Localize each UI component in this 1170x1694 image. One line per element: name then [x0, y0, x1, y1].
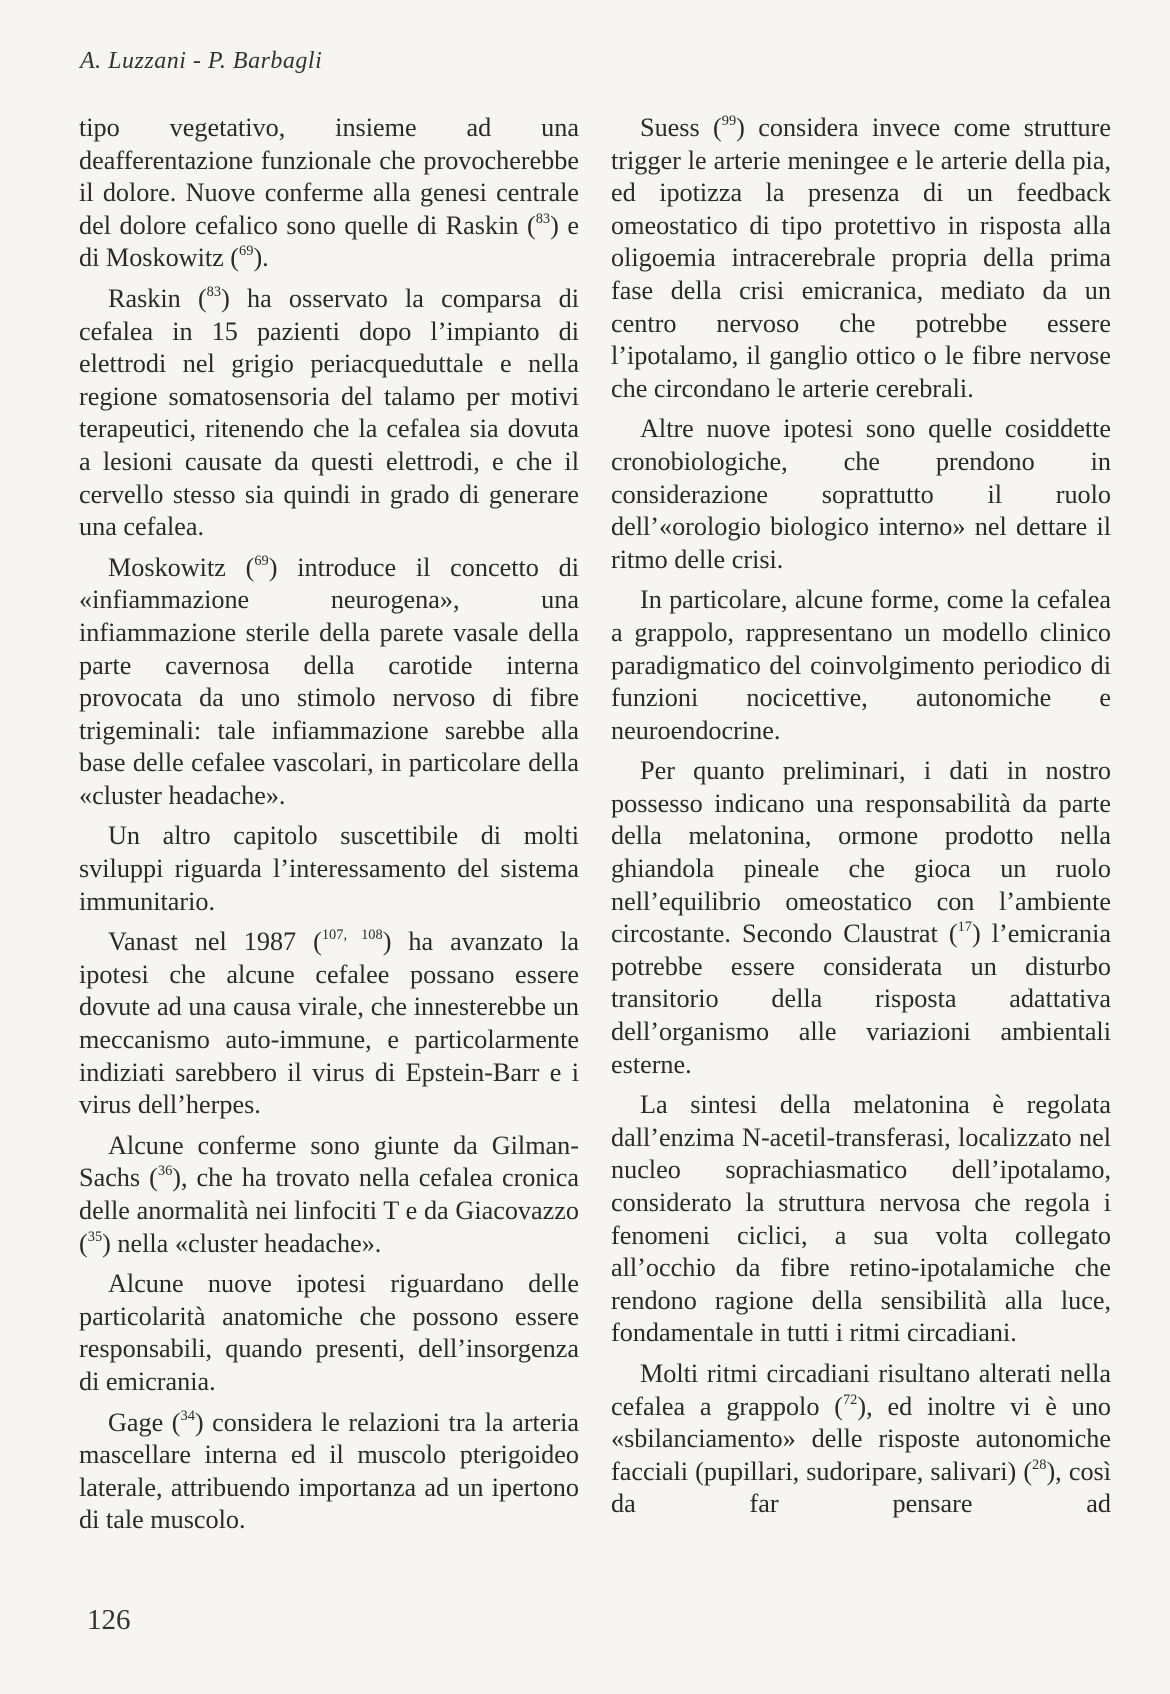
paragraph-text: tipo vegetativo, insieme ad una deafferentazione funzionale che provocherebbe il dolore. Nuove conferme alla genesi centrale del dolore cefalico sono quelle di Raskin (	[79, 113, 579, 240]
paragraph-text: ) introduce il concetto di «infiammazione neurogena», una infiammazione sterile della parete vasale della parte cavernosa della carotide interna provocata da uno stimolo nervoso di fibre trigeminali: tale infiammazione sarebbe alla base delle cefalee vascolari, in particolare della «cluster headache».	[79, 552, 579, 810]
paragraph	[611, 1089, 1111, 1350]
paragraph	[611, 755, 1111, 1081]
paragraph-text: Raskin (	[108, 283, 207, 313]
paragraph-text: ) e di Moskowitz (	[79, 210, 579, 273]
paragraph-text: ), ed inoltre vi è uno «sbilanciamento» delle risposte autonomiche facciali (pupillari, sudoripare, salivari) (	[611, 1391, 1112, 1486]
paragraph	[611, 112, 1111, 405]
paragraph	[79, 283, 579, 544]
citation-superscript: 107, 108	[321, 927, 383, 944]
left-text-column	[79, 112, 579, 1545]
paragraph-text: Vanast nel 1987 (	[108, 927, 322, 957]
citation-superscript: 28	[1032, 1456, 1047, 1473]
paragraph-text: ) ha osservato la comparsa di cefalea in 15 pazienti dopo l’impianto di elettrodi nel grigio periacqueduttale e nella regione somatosensoria del talamo per motivi terapeutici, ritenendo che la cefalea sia dovuta a lesioni causate da questi elettrodi, e che il cervello stesso sia quindi in grado di generare una cefalea.	[79, 283, 580, 542]
paragraph-text: Suess (	[640, 113, 722, 142]
citation-superscript: 34	[180, 1407, 195, 1424]
paragraph-text: Altre nuove ipotesi sono quelle cosiddette cronobiologiche, che prendono in considerazione soprattutto il ruolo dell’«orologio biologico interno» nel dettare il ritmo delle crisi.	[611, 414, 1111, 574]
citation-superscript: 69	[239, 243, 254, 260]
citation-superscript: 83	[535, 210, 551, 227]
running-head: A. Luzzani - P. Barbagli	[80, 48, 323, 74]
paragraph	[79, 1268, 579, 1398]
paragraph	[79, 112, 579, 275]
citation-superscript: 72	[842, 1391, 858, 1408]
paragraph-text: ) considera invece come strutture trigger le arterie meningee e le arterie della pia, ed ipotizza la presenza di un feedback omeostatico di tipo protettivo in risposta alla oligoemia intracerebrale propria della prima fase della crisi emicranica, mediato da un centro nervoso che potrebbe essere l’ipotalamo, il ganglio ottico o le fibre nervose che circondano le arterie cerebrali.	[611, 113, 1111, 403]
paragraph	[611, 413, 1111, 576]
paragraph-text: ).	[253, 243, 269, 273]
paragraph-text: Moskowitz (	[108, 552, 255, 582]
paragraph	[611, 1358, 1111, 1521]
paragraph	[79, 1407, 579, 1537]
paragraph	[79, 820, 579, 918]
paragraph	[79, 552, 579, 813]
right-text-column	[611, 112, 1111, 1529]
citation-superscript: 35	[87, 1228, 103, 1245]
paragraph-text: Molti ritmi circadiani risultano alterati nella cefalea a grappolo (	[611, 1358, 1111, 1421]
paragraph-text: ) ha avanzato la ipotesi che alcune cefalee possano essere dovute ad una causa virale, che innesterebbe un meccanismo auto-immune, e particolarmente indiziati sarebbero il virus di Epstein-Barr e i virus dell’herpes.	[79, 927, 580, 1120]
paragraph	[79, 926, 579, 1122]
paragraph-text: Alcune nuove ipotesi riguardano delle particolarità anatomiche che possono essere responsabili, quando presenti, dell’insorgenza di emicrania.	[79, 1269, 579, 1396]
paragraph	[79, 1130, 579, 1260]
paragraph-text: ), che ha trovato nella cefalea cronica delle anormalità nei linfociti T e da Giacovazzo (	[79, 1163, 579, 1258]
paragraph-text: Alcune conferme sono giunte da Gilman-Sachs (	[79, 1130, 579, 1193]
citation-superscript: 17	[957, 919, 972, 936]
paragraph	[611, 584, 1111, 747]
citation-superscript: 36	[157, 1163, 173, 1180]
page-number: 126	[87, 1604, 131, 1636]
citation-superscript: 99	[721, 113, 737, 130]
paragraph-text: Per quanto preliminari, i dati in nostro possesso indicano una responsabilità da parte della melatonina, ormone prodotto nella ghiandola pineale che gioca un ruolo nell’equilibrio omeostatico con l’ambiente circostante. Secondo Claustrat (	[611, 756, 1111, 949]
paragraph-text: ), così da far pensare ad	[611, 1456, 1112, 1519]
paragraph-text: ) nella «cluster headache».	[102, 1228, 382, 1258]
paragraph-text: Gage (	[108, 1407, 181, 1437]
paragraph-text: La sintesi della melatonina è regolata dall’enzima N-acetil-transferasi, localizzato nel nucleo soprachiasmatico dell’ipotalamo, considerato la struttura nervosa che regola i fenomeni ciclici, a sua volta collegato all’occhio da fibre retino-ipotalamiche che rendono ragione della sensibilità alla luce, fondamentale in tutti i ritmi circadiani.	[611, 1090, 1111, 1348]
paragraph-text: Un altro capitolo suscettibile di molti sviluppi riguarda l’interessamento del sistema immunitario.	[79, 821, 579, 916]
paragraph-text: In particolare, alcune forme, come la cefalea a grappolo, rappresentano un modello clinico paradigmatico del coinvolgimento periodico di funzioni nocicettive, autonomiche e neuroendocrine.	[611, 585, 1111, 745]
paragraph-text: ) considera le relazioni tra la arteria mascellare interna ed il muscolo pterigoideo laterale, attribuendo importanza ad un ipertono di tale muscolo.	[79, 1407, 579, 1535]
citation-superscript: 83	[206, 284, 222, 301]
citation-superscript: 69	[254, 552, 269, 569]
paragraph-text: ) l’emicrania potrebbe essere considerata un disturbo transitorio della risposta adattativa dell’organismo alle variazioni ambientali esterne.	[611, 919, 1112, 1079]
